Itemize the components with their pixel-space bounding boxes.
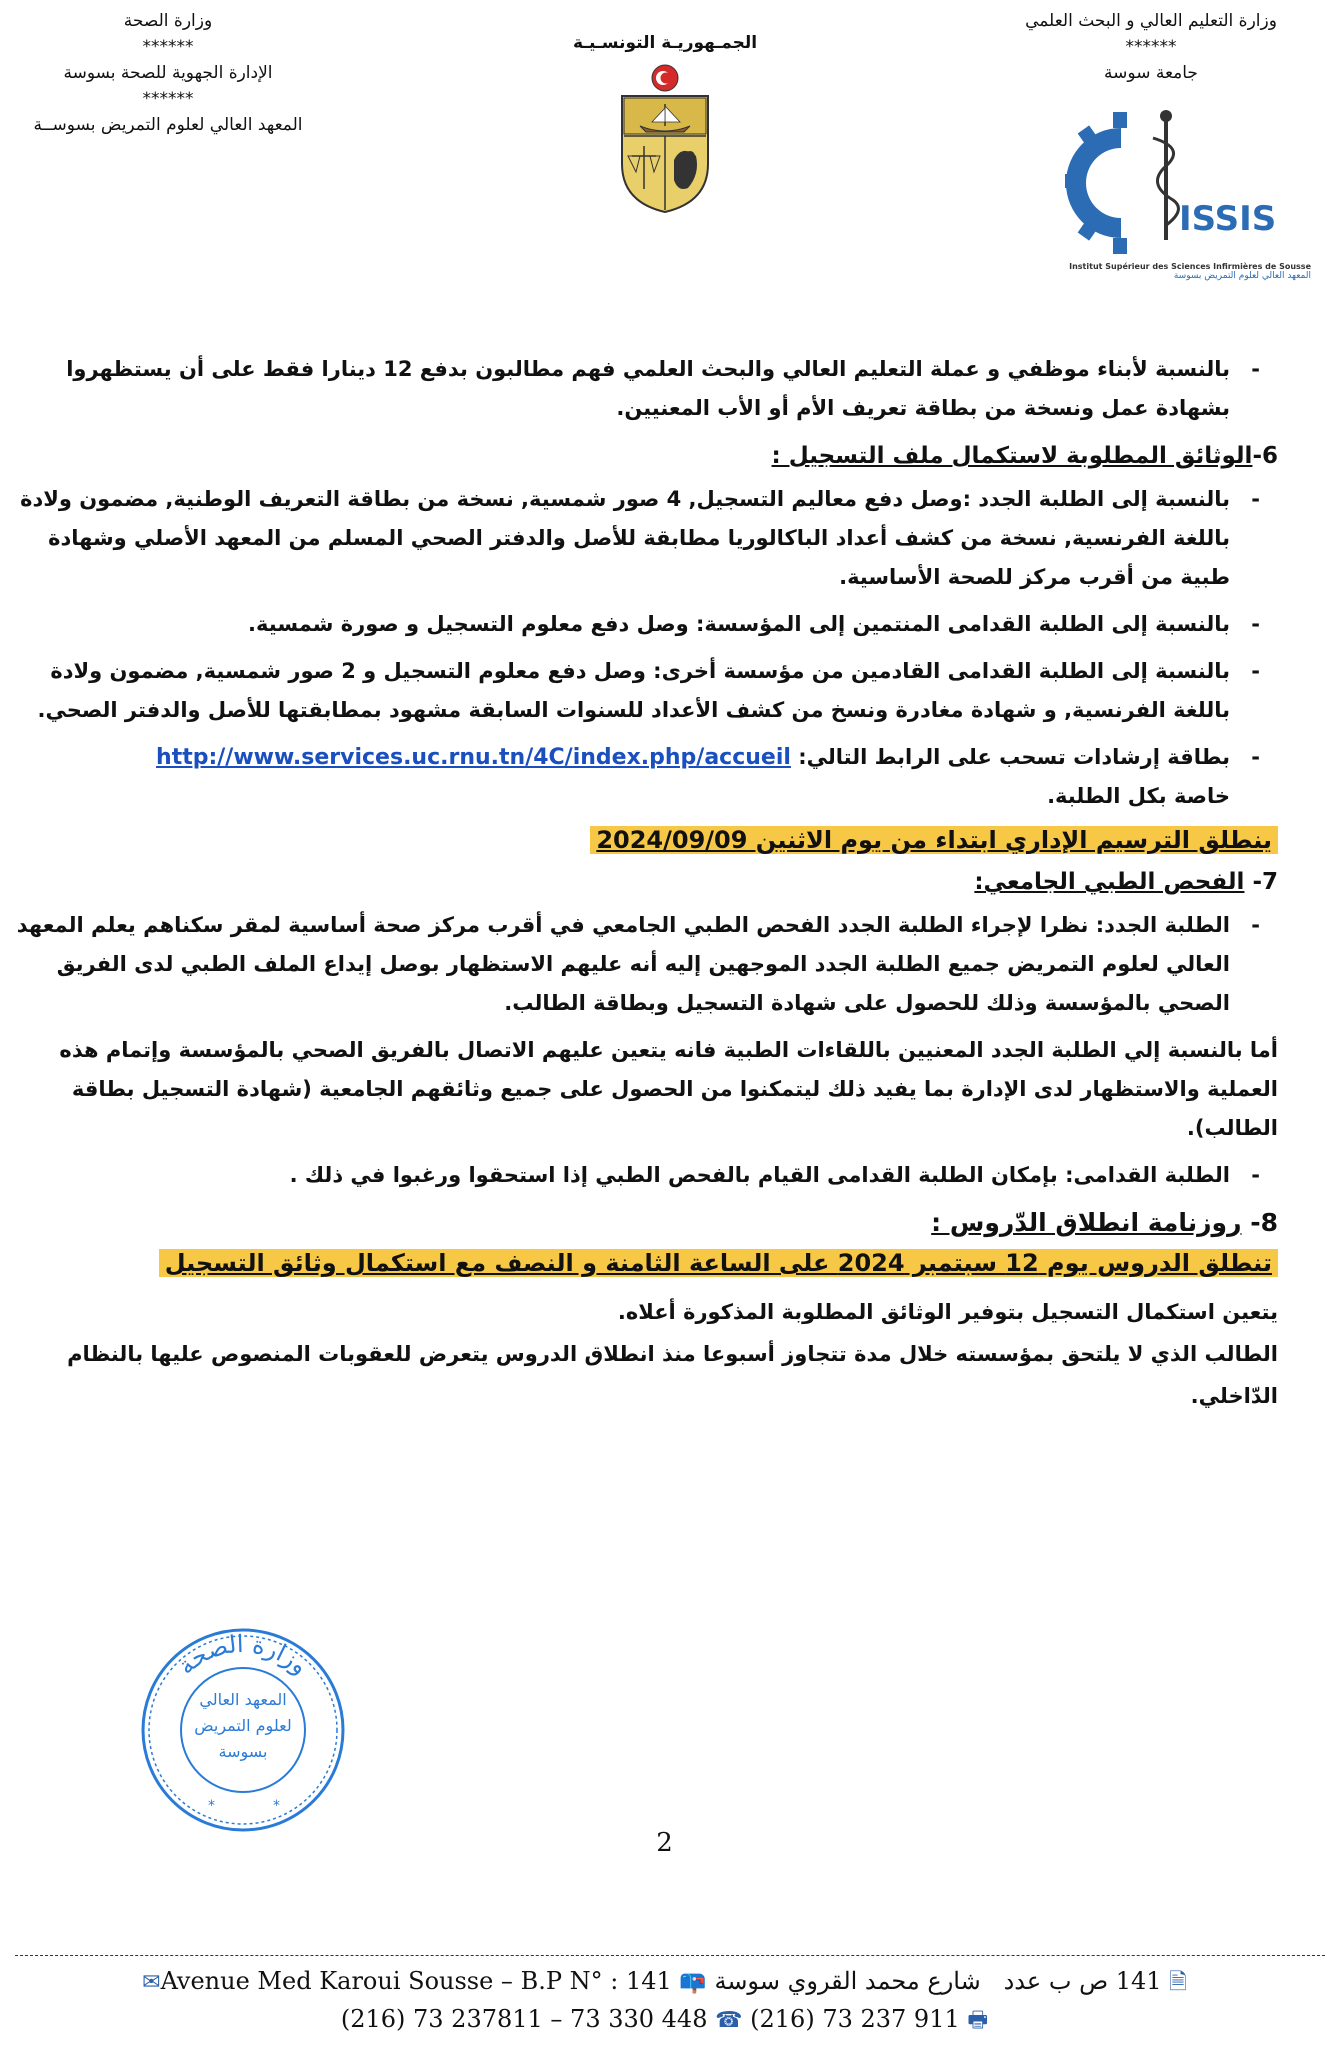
registration-start-highlight: ينطلق الترسيم الإداري ابتداء من يوم الاثنين 2024/09/09 (590, 826, 1278, 854)
republic-title: الجمـهوريـة التونسـيـة (572, 33, 758, 53)
list-item: - بالنسبة إلى الطلبة القدامى القادمين من مؤسسة أخرى: وصل دفع معلوم التسجيل و 2 صور شمسية, مضمون ولادة باللغة الفرنسية, و شهادة مغادرة ونسخ من كشف الأعداد للسنوات السابقة مشهود بمطابقتها للأصل والدفتر الصحي. (15, 652, 1278, 730)
page-number: 2 (656, 1828, 673, 1858)
footer-divider (15, 1955, 1325, 1956)
footer-phones: (216) 73 237811 – 73 330 448 (340, 2005, 708, 2033)
list-item: - الطلبة القدامى: بإمكان الطلبة القدامى القيام بالفحص الطبي إذا استحقوا ورغبوا في ذلك . (15, 1156, 1278, 1195)
envelope-icon: ✉ (142, 1970, 161, 1995)
header-left-line: ****** (142, 37, 194, 57)
paragraph-complete-registration: يتعين استكمال التسجيل بتوفير الوثائق المطلوبة المذكورة أعلاه. (617, 1300, 1278, 1324)
guide-card-text: بطاقة إرشادات تسحب على الرابط التالي: (798, 745, 1230, 769)
svg-text:وزارة الصحة (172, 1630, 313, 1680)
header-center-block (520, 30, 810, 222)
stamp-inner-text (183, 1687, 303, 1765)
issis-gear-icon (1061, 108, 1311, 258)
header-right-line: ****** (1125, 37, 1177, 57)
section-7-number: 7- (1252, 869, 1278, 895)
mailbox-icon: 📪 (679, 1970, 707, 1995)
header-left-line: ****** (142, 89, 194, 109)
svg-text:*: * (273, 1798, 280, 1814)
footer-address-fr: Avenue Med Karoui Sousse – B.P N° : 141 (160, 1967, 672, 1995)
footer-address-row (0, 1965, 1329, 2003)
issis-logo-subtitle-ar: المعهد العالي لعلوم التمريض بسوسة (1173, 271, 1311, 281)
section-6-title: الوثائق المطلوبة لاستكمال ملف التسجيل : (771, 443, 1253, 469)
paragraph-medical-meetings: أما بالنسبة إلي الطلبة الجدد المعنيين باللقاءات الطبية فانه يتعين عليهم الاتصال بالفريق الصحي بالمؤسسة وإتمام هذه العملية والاستظهار لدى الإدارة بما يفيد ذلك ليتمكنوا من الحصول على جميع وثائقهم الجامعية (شهادة التسجيل بطاقة الطالب). (59, 1038, 1278, 1140)
courses-start-highlight: تنطلق الدروس يوم 12 سبتمبر 2024 على الساعة الثامنة و النصف مع استكمال وثائق التسجيل (159, 1249, 1278, 1277)
section-8-number: 8- (1250, 1208, 1278, 1237)
footer-fax: (216) 73 237 911 (750, 2005, 960, 2033)
header-left-line: الإدارة الجهوية للصحة بسوسة (63, 63, 273, 83)
phone-icon: ☎ (715, 2008, 743, 2033)
section-8-title: روزنامة انطلاق الدّروس : (931, 1208, 1242, 1237)
stamp-line: لعلوم التمريض (194, 1716, 292, 1735)
stamp-line: بسوسة (218, 1742, 268, 1761)
header-right-line: جامعة سوسة (1104, 63, 1198, 83)
fax-icon: 🖶 (967, 2008, 989, 2033)
header-left-line: المعهد العالي لعلوم التمريض بسوســة (33, 115, 303, 135)
issis-logo-subtitle: Institut Supérieur des Sciences Infirmières de Sousse (1069, 262, 1311, 271)
footer-po-ar: 141 ص ب عدد (1003, 1967, 1162, 1995)
letter-icon: 🗎 (1169, 1970, 1187, 1995)
header-left-line: وزارة الصحة (123, 11, 213, 31)
paragraph-absence-penalty: الطالب الذي لا يلتحق بمؤسسته خلال مدة تتجاوز أسبوعا منذ انطلاق الدروس يتعرض للعقوبات المنصوص عليها بالنظام الدّاخلي. (67, 1342, 1278, 1408)
stamp-ring-text: وزارة الصحة (172, 1629, 314, 1681)
header-right-block (991, 8, 1311, 86)
highlight-courses-row (15, 1249, 1278, 1277)
tunisia-coat-of-arms-icon (610, 64, 720, 214)
section-6-heading (15, 436, 1278, 476)
list-item: - بالنسبة إلى الطلبة القدامى المنتمين إلى المؤسسة: وصل دفع معلوم التسجيل و صورة شمسية. (15, 605, 1278, 644)
section-7-title: الفحص الطبي الجامعي: (974, 869, 1245, 895)
guide-card-link[interactable]: http://www.services.uc.rnu.tn/4C/index.php/accueil (156, 745, 791, 770)
list-item: - بالنسبة إلى الطلبة الجدد :وصل دفع معاليم التسجيل, 4 صور شمسية, نسخة من بطاقة التعريف الوطنية, مضمون ولادة باللغة الفرنسية, نسخة من كشف أعداد الباكالوريا مطابقة للأصل والدفتر الصحي المسلم من المعهد الأصلي وشهادة طبية من أقرب مركز للصحة الأساسية. (15, 480, 1278, 597)
list-item: - الطلبة الجدد: نظرا لإجراء الطلبة الجدد الفحص الطبي الجامعي في أقرب مركز صحة أساسية لمقر سكناهم يعلم المعهد العالي لعلوم التمريض جميع الطلبة الجدد الموجهين إليه أنه عليهم الاستظهار بوصل إيداع الملف الطبي لدى الفريق الصحي بالمؤسسة وذلك للحصول على شهادة التسجيل وبطاقة الطالب. (15, 906, 1278, 1023)
issis-logo (1061, 108, 1311, 308)
guide-card-tail: خاصة بكل الطلبة. (1047, 784, 1230, 808)
stamp-line: المعهد العالي (199, 1690, 287, 1709)
list-item (15, 738, 1278, 816)
svg-text:ISSIS: ISSIS (1179, 199, 1277, 239)
svg-text:*: * (208, 1798, 215, 1814)
footer-address-ar: شارع محمد القروي سوسة (714, 1967, 981, 1995)
main-content (15, 350, 1278, 1417)
section-8-heading (15, 1203, 1278, 1243)
header-left-block (18, 8, 318, 138)
section-6-number: 6- (1252, 443, 1278, 469)
paragraph-employees-children: - بالنسبة لأبناء موظفي و عملة التعليم العالي والبحث العلمي فهم مطالبون بدفع 12 دينارا فقط على أن يستظهروا بشهادة عمل ونسخة من بطاقة تعريف الأم أو الأب المعنيين. (15, 350, 1278, 428)
header-right-line: وزارة التعليم العالي و البحث العلمي (1025, 11, 1277, 31)
highlight-registration-row (15, 826, 1278, 854)
official-stamp (138, 1625, 348, 1835)
footer-phone-row (0, 2003, 1329, 2041)
section-7-heading (15, 862, 1278, 902)
